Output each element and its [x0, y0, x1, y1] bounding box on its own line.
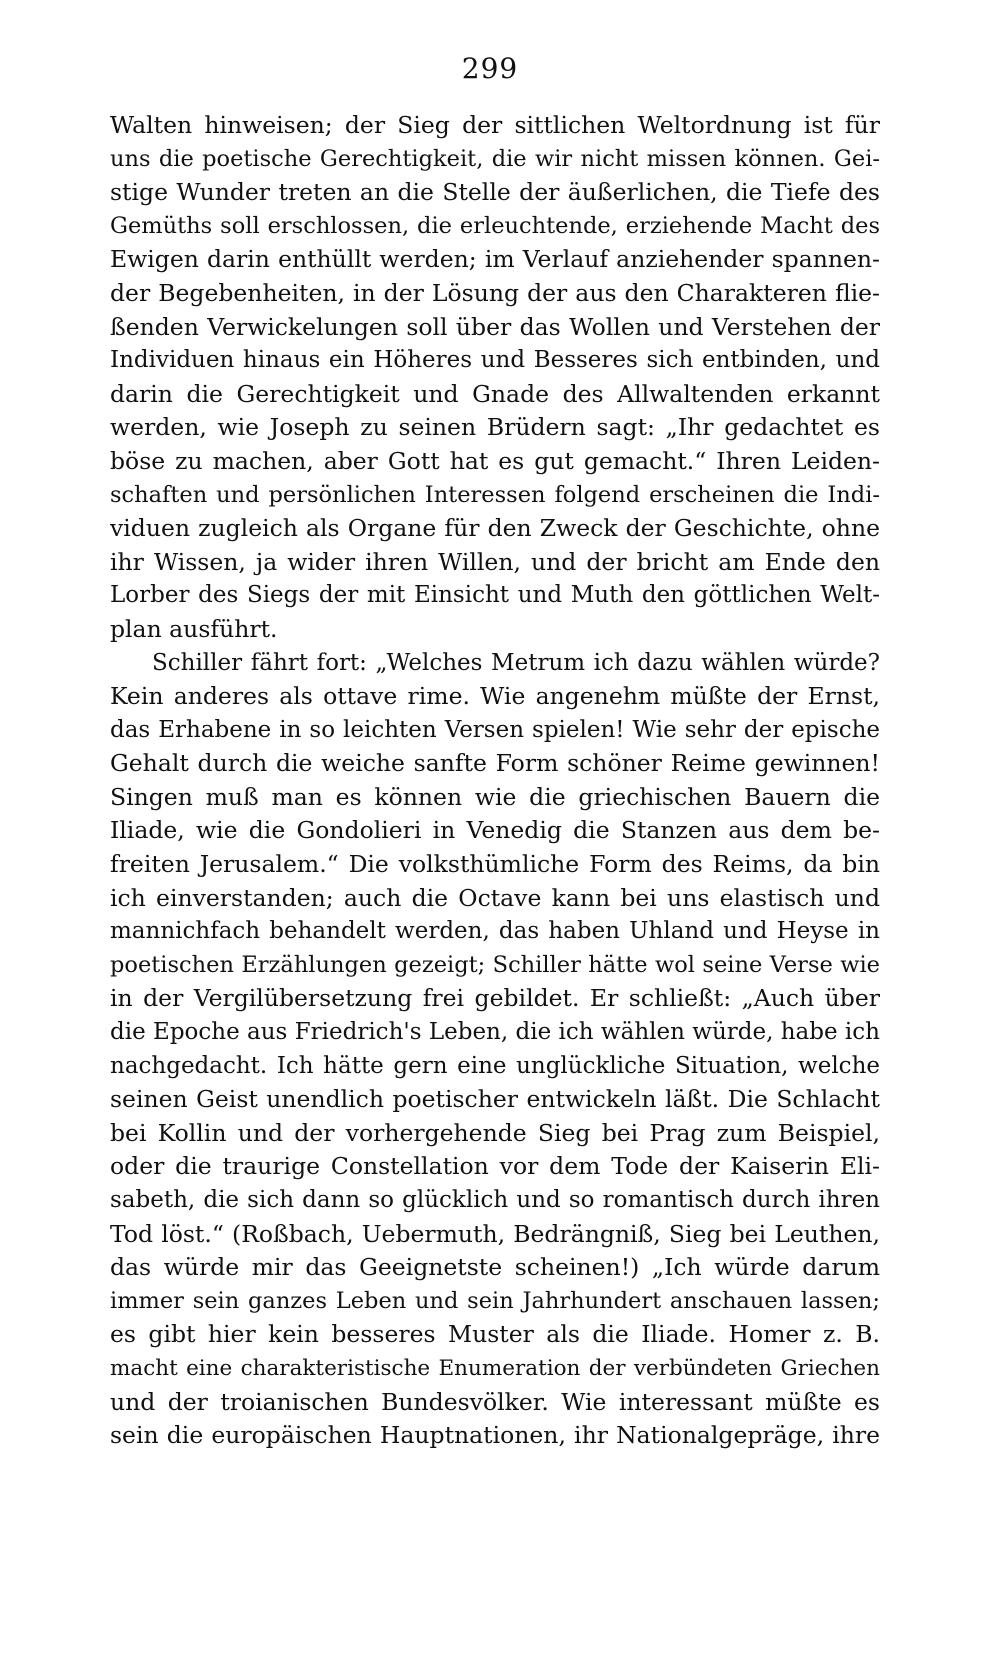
text-line: böse zu machen, aber Gott hat es gut gemacht.“ Ihren Leiden- [110, 446, 880, 475]
text-line: poetischen Erzählungen gezeigt; Schiller hätte wol seine Verse wie [110, 951, 880, 978]
text-line: oder die traurige Constellation vor dem Tode der Kaiserin Eli- [110, 1152, 880, 1181]
text-line: werden, wie Joseph zu seinen Brüdern sagt: „Ihr gedachtet es [110, 413, 880, 442]
text-line: das Erhabene in so leichten Versen spielen! Wie sehr der epische [110, 716, 880, 743]
text-line: ihr Wissen, ja wider ihren Willen, und der bricht am Ende den [110, 547, 880, 576]
text-line: stige Wunder treten an die Stelle der äußerlichen, die Tiefe des [110, 178, 880, 207]
text-line: bei Kollin und der vorhergehende Sieg bei Prag zum Beispiel, [110, 1118, 880, 1147]
text-line: Kein anderes als ottave rime. Wie angenehm müßte der Ernst, [110, 682, 880, 711]
text-line: immer sein ganzes Leben und sein Jahrhundert anschauen lassen; [110, 1287, 880, 1314]
text-line: es gibt hier kein besseres Muster als die Iliade. Homer z. B. [110, 1320, 880, 1349]
text-line: Walten hinweisen; der Sieg der sittlichen Weltordnung ist für [110, 111, 880, 139]
text-line: viduen zugleich als Organe für den Zweck der Geschichte, ohne [110, 514, 880, 543]
paragraph-end-line: plan ausführt. [110, 614, 278, 643]
paragraph-start-line: Schiller fährt fort: „Welches Metrum ich dazu wählen würde? [152, 649, 880, 676]
text-line: ßenden Verwickelungen soll über das Wollen und Verstehen der [110, 312, 880, 341]
text-line: die Epoche aus Friedrich's Leben, die ich wählen würde, habe ich [110, 1019, 880, 1046]
text-line: Lorber des Siegs der mit Einsicht und Muth den göttlichen Welt- [110, 582, 880, 609]
text-line: uns die poetische Gerechtigkeit, die wir nicht missen können. Gei- [110, 145, 880, 172]
text-line: schaften und persönlichen Interessen folgend erscheinen die Indi- [110, 481, 880, 508]
text-line: darin die Gerechtigkeit und Gnade des Allwaltenden erkannt [110, 379, 880, 408]
text-line: Tod löst.“ (Roßbach, Uebermuth, Bedrängniß, Sieg bei Leuthen, [110, 1219, 880, 1248]
text-line: Gemüths soll erschlossen, die erleuchtende, erziehende Macht des [110, 212, 880, 239]
text-line: freiten Jerusalem.“ Die volksthümliche Form des Reims, da bin [110, 850, 880, 879]
text-line: seinen Geist unendlich poetischer entwickeln läßt. Die Schlacht [110, 1085, 880, 1114]
text-line: Iliade, wie die Gondolieri in Venedig die Stanzen aus dem be- [110, 816, 880, 845]
body-text [110, 109, 880, 1453]
text-line: und der troianischen Bundesvölker. Wie interessant müßte es [110, 1387, 880, 1416]
text-line: sabeth, die sich dann so glücklich und so romantisch durch ihren [110, 1187, 880, 1213]
text-line: macht eine charakteristische Enumeration der verbündeten Griechen [110, 1355, 880, 1381]
text-line: in der Vergilübersetzung frei gebildet. Er schließt: „Auch über [110, 984, 880, 1013]
text-line: ich einverstanden; auch die Octave kann bei uns elastisch und [110, 883, 880, 912]
page-number: 299 [461, 52, 519, 85]
text-line: sein die europäischen Hauptnationen, ihr Nationalgepräge, ihre [110, 1421, 880, 1450]
text-line: der Begebenheiten, in der Lösung der aus den Charakteren flie- [110, 278, 880, 307]
text-line: Gehalt durch die weiche sanfte Form schöner Reime gewinnen! [110, 749, 880, 778]
text-line: nachgedacht. Ich hätte gern eine unglückliche Situation, welche [110, 1052, 880, 1079]
text-line: Individuen hinaus ein Höheres und Besseres sich entbinden, und [110, 347, 880, 374]
text-line: das würde mir das Geeignetste scheinen!) „Ich würde darum [110, 1253, 880, 1282]
text-line: mannichfach behandelt werden, das haben Uhland und Heyse in [110, 918, 880, 945]
text-line: Ewigen darin enthüllt werden; im Verlauf anziehender spannen- [110, 245, 880, 274]
text-line: Singen muß man es können wie die griechischen Bauern die [110, 782, 880, 811]
